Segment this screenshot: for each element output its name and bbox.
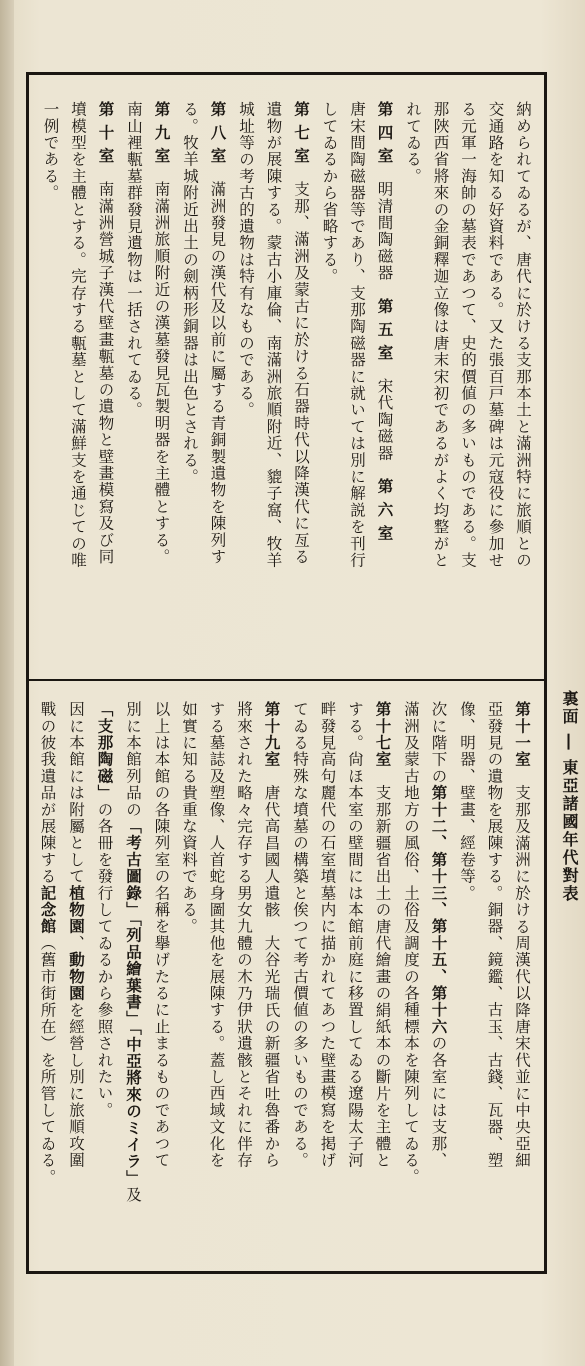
- body-text: 畔發見高句麗代の石室墳墓内に描かれてあつた壁畫模寫を掲げ: [318, 701, 337, 1169]
- body-text: 像、明器、壁畫、經卷等。: [458, 701, 476, 902]
- body-text: 南山裡甎墓群發見遺物は一括されてゐる。: [125, 101, 143, 419]
- body-text: する。尙ほ本室の壁間には本館前庭に移置してゐる遼陽太子河: [346, 701, 364, 1169]
- text-column: [120, 101, 148, 665]
- body-text: てゐる特殊な墳墓の構築と俟つて考古價値の多いものである。: [291, 701, 309, 1169]
- body-text: れてゐる。: [404, 101, 422, 185]
- body-text: 唐宋間陶磁器等であり、支那陶磁器に就いては別に解説を刊行: [348, 101, 366, 569]
- body-text: してゐるから省略する。: [320, 101, 339, 285]
- text-column: [175, 701, 203, 1257]
- heading-text: 植物園: [67, 884, 86, 935]
- body-text: 南滿洲營城子漢代壁畫甎墓の遺物と壁畫模寫及び同: [96, 164, 115, 566]
- heading-text: 第 九 室: [152, 101, 172, 165]
- body-text: 將來された略々完存する男女九體の木乃伊狀遺骸とそれに伴存: [235, 701, 253, 1169]
- body-text: 因に本館には附屬として: [67, 701, 85, 885]
- text-column: [90, 701, 119, 1257]
- body-text: する墓誌及塑像、人首蛇身圖其他を展陳する。蓋し西域文化を: [207, 701, 226, 1169]
- heading-text: 第十九室: [262, 701, 282, 768]
- text-column: [286, 701, 314, 1257]
- body-text: 戰の彼我遺品が展陳する: [38, 701, 57, 885]
- body-text: を經營し別に旅順攻圍: [67, 1001, 85, 1169]
- text-column: [203, 101, 232, 665]
- body-text: 城址等の考古的遺物は特有なものである。: [237, 101, 255, 419]
- text-column: [315, 101, 343, 665]
- heading-text: 「考古圖錄」「列品繪葉書」「中亞將來のミイラ」: [124, 817, 143, 1187]
- heading-text: 第 七 室: [292, 101, 311, 165]
- text-column: [147, 701, 175, 1257]
- heading-text: 第十七室: [373, 701, 393, 768]
- text-column: [313, 701, 341, 1257]
- text-column: [370, 101, 399, 665]
- text-column: [33, 701, 62, 1257]
- body-text: 以上は本館の各陳列室の名稱を擧げたるに止まるものであつて: [152, 701, 171, 1169]
- text-column: [368, 701, 397, 1257]
- text-column: [119, 701, 148, 1257]
- heading-text: 第十二、第十三、第十五、第十六: [429, 784, 449, 1035]
- upper-text-block: [29, 75, 544, 679]
- body-text: 交通路を知る好資料である。又た張百戸墓碑は元寇役に參加せ: [486, 101, 505, 569]
- body-text: 支那新疆省出土の唐代繪畫の絹紙本の斷片を主體と: [373, 767, 392, 1169]
- text-column: [36, 101, 64, 665]
- text-column: [64, 101, 92, 665]
- body-text: 滿洲及蒙古地方の風俗、土俗及調度の各種標本を陳列してゐる。: [402, 701, 420, 1186]
- text-column: [508, 701, 537, 1257]
- text-column: [399, 101, 427, 665]
- heading-text: 動物園: [67, 951, 86, 1002]
- side-caption: 裏面 ― 東亞諸國年代對表: [560, 690, 579, 904]
- text-column: [147, 101, 176, 665]
- body-text: 、: [67, 934, 85, 952]
- body-text: 那陜西省將來の金銅釋迦立像は唐末宋初であるがよく均整がと: [431, 101, 450, 569]
- heading-text: 第十一室: [513, 701, 532, 768]
- text-column: [509, 101, 537, 665]
- body-text: 如實に知る貴重な資料である。: [180, 701, 198, 935]
- body-text: の各室には支那、: [429, 1035, 448, 1169]
- binding-edge: [0, 0, 14, 1366]
- body-text: 宋代陶磁器: [375, 361, 394, 479]
- heading-text: 記念館: [38, 884, 58, 935]
- text-frame: [26, 72, 547, 1274]
- heading-text: 第 五 室: [375, 297, 395, 362]
- body-text: 南滿洲旅順附近の漢墓發見瓦製明器を主體とする。: [152, 164, 171, 566]
- body-text: 支那及滿洲に於ける周漢代以降唐宋代並に中央亞細: [513, 767, 531, 1169]
- text-column: [287, 101, 316, 665]
- text-column: [424, 701, 453, 1257]
- body-text: 遺物が展陳する。蒙古小庫倫、南滿洲旅順附近、貔子窩、牧羊: [264, 101, 283, 569]
- body-text: （舊市街所在）を所管してゐる。: [38, 934, 57, 1186]
- body-text: る。牧羊城附近出土の劍柄形銅器は出色とされる。: [181, 101, 199, 486]
- text-column: [230, 701, 258, 1257]
- body-text: 一例である。: [41, 101, 60, 202]
- text-column: [259, 101, 287, 665]
- body-text: 納められてゐるが、唐代に於ける支那本土と滿洲特に旅順との: [514, 101, 532, 569]
- heading-text: 第 十 室: [96, 101, 116, 165]
- text-column: [341, 701, 369, 1257]
- body-text: 墳模型を主體とする。完存する甎墓として滿鮮支を通じての唯: [69, 101, 87, 569]
- text-column: [91, 101, 120, 665]
- body-text: 別に本館列品の: [124, 701, 142, 818]
- heading-text: 第 八 室: [208, 101, 228, 165]
- lower-text-block: [29, 681, 544, 1271]
- body-text: 滿洲發見の漢代及以前に屬する青銅製遺物を陳列す: [208, 164, 227, 566]
- body-text: 亞發見の遺物を展陳する。銅器、鏡鑑、古玉、古錢、瓦器、塑: [485, 701, 504, 1169]
- body-text: 唐代高昌國人遺骸 大谷光瑞氏の新疆省吐魯番から: [262, 767, 281, 1169]
- body-text: る元軍一海帥の墓表であつて、史的價値の多いものである。支: [459, 101, 477, 569]
- heading-text: 第 六 室: [375, 478, 395, 542]
- body-text: の各冊を發行してゐるから參照されたい。: [95, 801, 114, 1119]
- text-column: [343, 101, 371, 665]
- text-column: [454, 101, 482, 665]
- body-text: 支那、滿洲及蒙古に於ける石器時代以降漢代に亙る: [292, 164, 310, 566]
- text-column: [397, 701, 425, 1257]
- heading-text: 「支那陶磁」: [95, 701, 115, 802]
- text-column: [426, 101, 454, 665]
- body-text: 明清間陶磁器: [375, 164, 394, 298]
- body-text: 及: [124, 1186, 142, 1204]
- body-text: 次に階下の: [429, 701, 448, 785]
- text-column: [62, 701, 91, 1257]
- text-column: [257, 701, 286, 1257]
- text-column: [480, 701, 508, 1257]
- text-column: [202, 701, 230, 1257]
- text-column: [481, 101, 509, 665]
- heading-text: 第 四 室: [375, 101, 395, 165]
- text-column: [232, 101, 260, 665]
- text-column: [176, 101, 204, 665]
- text-column: [453, 701, 481, 1257]
